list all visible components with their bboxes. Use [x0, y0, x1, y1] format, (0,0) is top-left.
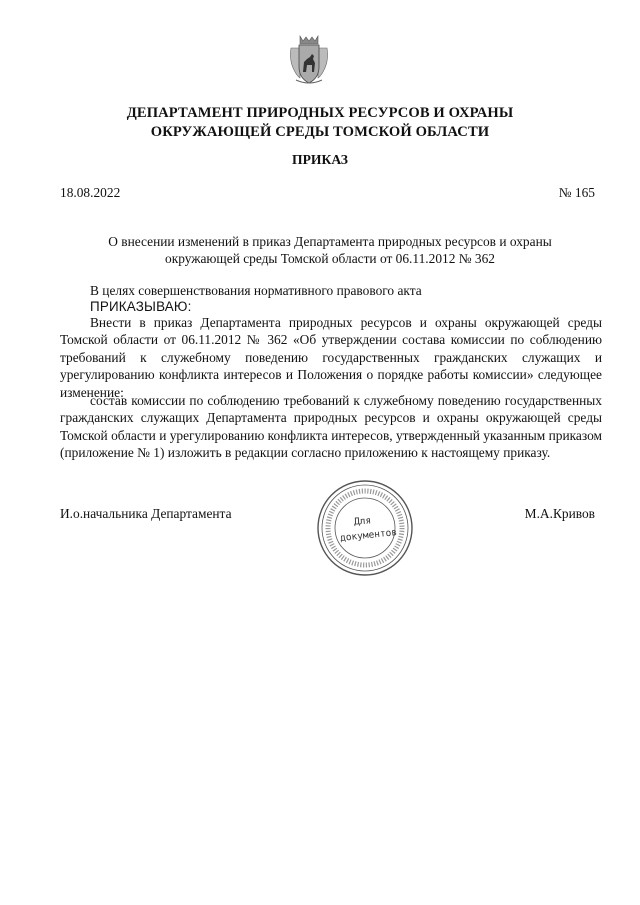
- document-number: № 165: [558, 185, 595, 200]
- signatory-name: М.А.Кривов: [524, 506, 595, 521]
- stamp-label-line1: Для: [353, 515, 372, 528]
- organization-title-line2: ОКРУЖАЮЩЕЙ СРЕДЫ ТОМСКОЙ ОБЛАСТИ: [150, 124, 490, 140]
- document-type: ПРИКАЗ: [292, 152, 348, 167]
- change-paragraph: состав комиссии по соблюдению требований к служебному поведению государственных гражданских служащих Департамента природных ресурсов и охраны окружающей среды Томской области и урегулированию конфликта интересов, утвержденный указанным приказом (приложение № 1) изложить в редакции согласно приложению к настоящему приказу.: [60, 393, 602, 461]
- subject-line1: О внесении изменений в приказ Департамента природных ресурсов и охраны: [108, 234, 552, 249]
- round-seal-stamp: [315, 478, 415, 578]
- organization-title-line1: ДЕПАРТАМЕНТ ПРИРОДНЫХ РЕСУРСОВ И ОХРАНЫ: [126, 105, 514, 121]
- order-word: ПРИКАЗЫВАЮ:: [90, 299, 192, 314]
- document-date: 18.08.2022: [60, 185, 121, 200]
- organization-title: [0, 104, 640, 142]
- document-subject: [100, 233, 560, 267]
- tomsk-region-coat-of-arms-icon: [288, 34, 330, 86]
- stamp-label-line2: документов: [339, 527, 398, 544]
- signatory-position: И.о.начальника Департамента: [60, 506, 232, 521]
- purpose-paragraph: В целях совершенствования нормативного правового акта: [90, 283, 422, 298]
- subject-line2: окружающей среды Томской области от 06.11.2012 № 362: [165, 251, 495, 266]
- intro-paragraph: Внести в приказ Департамента природных ресурсов и охраны окружающей среды Томской области от 06.11.2012 № 362 «Об утверждении состава комиссии по соблюдению требований к служебному поведению государственных гражданских служащих и урегулированию конфликта интересов и Положения о порядке работы комиссии» следующее изменение:: [60, 315, 602, 400]
